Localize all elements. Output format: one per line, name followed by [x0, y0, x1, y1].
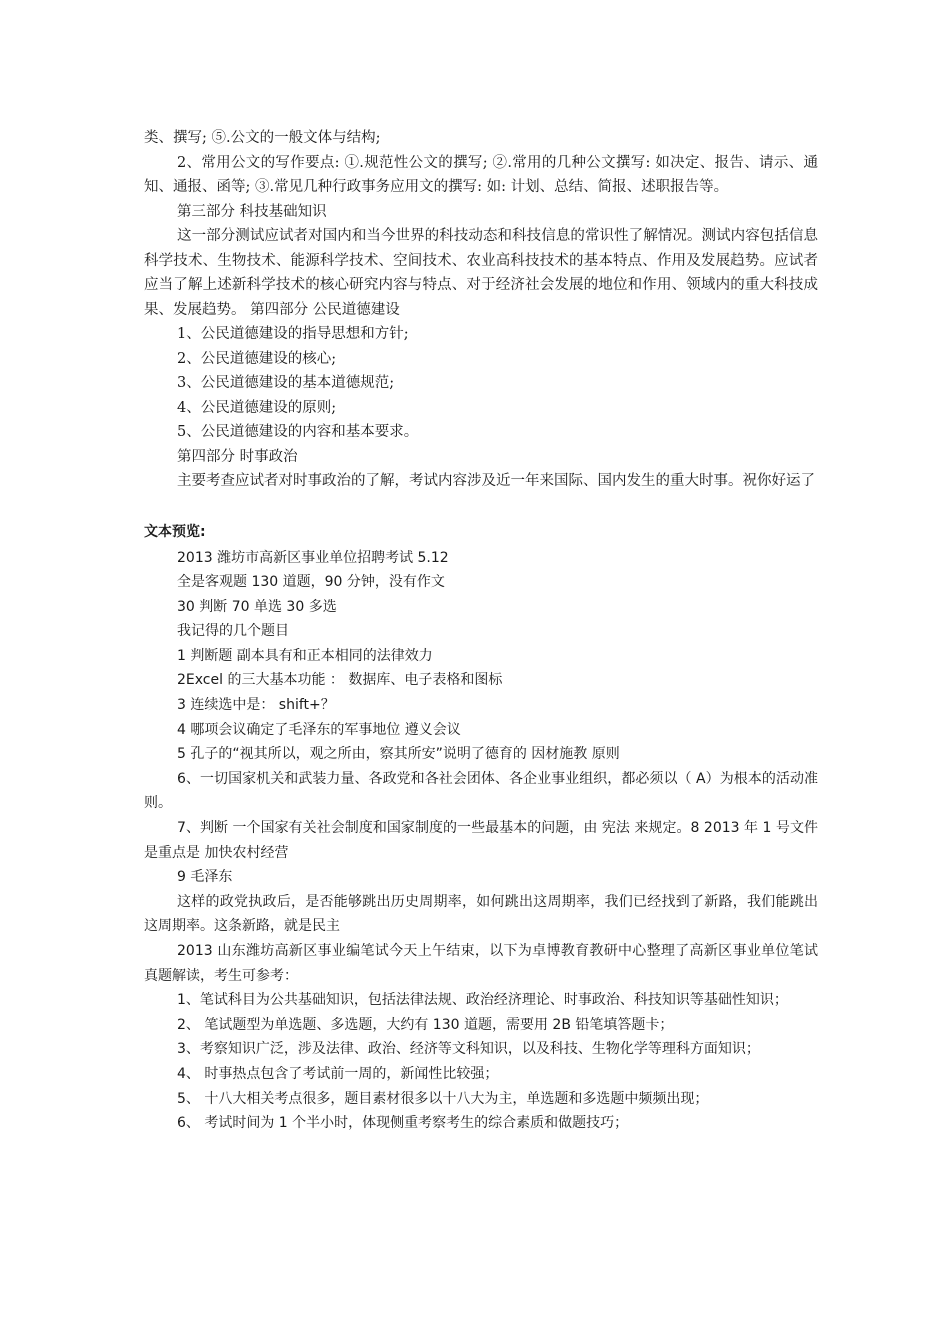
paragraph: 我记得的几个题目: [177, 623, 289, 640]
paragraph: 3、公民道德建设的基本道德规范;: [177, 375, 395, 391]
paragraph: 第三部分 科技基础知识: [177, 203, 327, 220]
paragraph: 2、公民道德建设的核心;: [177, 350, 337, 367]
paragraph: 6、 考试时间为 1 个半小时，体现侧重考察考生的综合素质和做题技巧；: [177, 1115, 629, 1132]
paragraph: 9 毛泽东: [177, 869, 233, 886]
paragraph: 类、撰写; ⑤.公文的一般文体与结构;: [144, 130, 381, 146]
paragraph: 全是客观题 130 道题，90 分钟，没有作文: [177, 574, 445, 591]
paragraph: 这一部分测试应试者对国内和当今世界的科技动态和科技信息的常识性了解情况。测试内容包括信息科学技术、生物技术、能源科学技术、空间技术、农业高科技技术的基本特点、作用及发展趋势。应试者应当了解上述新科学技术的核心研究内容与特点、对于经济社会发展的地位和作用、领域内的重大科技成果、发展趋势。 第四部分 公民道德建设: [144, 228, 818, 318]
paragraph: 第四部分 时事政治: [177, 448, 298, 465]
paragraph: 4、 时事热点包含了考试前一周的，新闻性比较强；: [177, 1065, 499, 1082]
paragraph: 4 哪项会议确定了毛泽东的军事地位 遵义会议: [177, 721, 461, 738]
paragraph: 4、公民道德建设的原则;: [177, 399, 337, 416]
paragraph: 5 孔子的“视其所以，观之所由，察其所安”说明了德育的 因材施教 原则: [177, 746, 620, 763]
paragraph: 1 判断题 副本具有和正本相同的法律效力: [177, 647, 433, 664]
paragraph: 2013 潍坊市高新区事业单位招聘考试 5.12: [177, 549, 449, 566]
paragraph: 7、判断 一个国家有关社会制度和国家制度的一些最基本的问题，由 宪法 来规定。8 2013 年 1 号文件是重点是 加快农村经营: [144, 820, 818, 861]
paragraph: 这样的政党执政后，是否能够跳出历史周期率，如何跳出这周期率，我们已经找到了新路，我们能跳出这周期率。这条新路，就是民主: [144, 893, 818, 935]
paragraph: 2Excel 的三大基本功能 ： 数据库、电子表格和图标: [177, 672, 503, 689]
text-preview-heading: 文本预览:: [144, 523, 206, 540]
paragraph: 1、笔试科目为公共基础知识，包括法律法规、政治经济理论、时事政治、科技知识等基础性知识；: [177, 992, 788, 1009]
text-preview-section: [144, 546, 818, 1136]
paragraph: 3、考察知识广泛，涉及法律、政治、经济等文科知识，以及科技、生物化学等理科方面知识；: [177, 1041, 760, 1058]
paragraph: 5、 十八大相关考点很多，题目素材很多以十八大为主，单选题和多选题中频频出现；: [177, 1090, 709, 1107]
document-page: [144, 126, 818, 1136]
paragraph: 2、常用公文的写作要点: ①.规范性公文的撰写; ②.常用的几种公文撰写: 如决定、报告、请示、通知、通报、函等; ③.常见几种行政事务应用文的撰写: 如: 计划、总结、简报、述职报告等。: [144, 154, 818, 195]
syllabus-section: [144, 126, 818, 494]
paragraph: 5、公民道德建设的内容和基本要求。: [177, 424, 419, 440]
paragraph: 6、一切国家机关和武装力量、各政党和各社会团体、各企业事业组织，都必须以（ A）为根本的活动准则。: [144, 770, 818, 812]
paragraph: 主要考查应试者对时事政治的了解，考试内容涉及近一年来国际、国内发生的重大时事。祝你好运了: [177, 473, 815, 489]
paragraph: 30 判断 70 单选 30 多选: [177, 598, 337, 615]
paragraph: 2、 笔试题型为单选题、多选题，大约有 130 道题，需要用 2B 铅笔填答题卡；: [177, 1016, 674, 1033]
paragraph: 2013 山东潍坊高新区事业编笔试今天上午结束，以下为卓博教育教研中心整理了高新区事业单位笔试真题解读，考生可参考：: [144, 943, 818, 984]
paragraph: 3 连续选中是： shift+？: [177, 697, 335, 714]
paragraph: 1、公民道德建设的指导思想和方针;: [177, 326, 409, 342]
